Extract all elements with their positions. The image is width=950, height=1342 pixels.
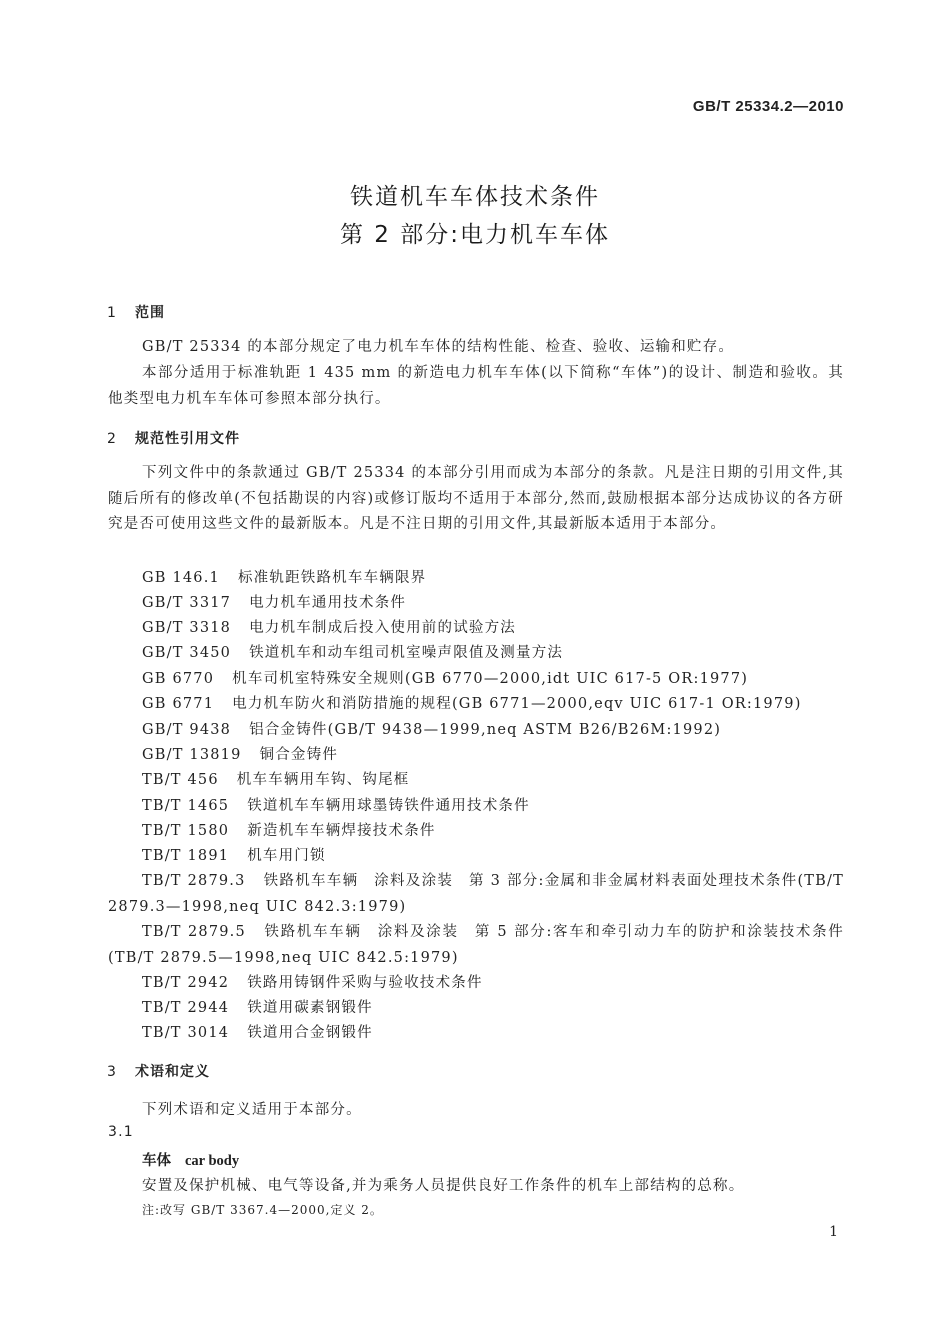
section-2-intro: 下列文件中的条款通过 GB/T 25334 的本部分引用而成为本部分的条款。凡是注日期的引用文件,其随后所有的修改单(不包括勘误的内容)或修订版均不适用于本部分,然而,鼓励根据本部分达成协议的各方研究是否可使用这些文件的最新版本。凡是不注日期的引用文件,其最新版本适用于本部分。 xyxy=(108,465,844,532)
term-definition: 安置及保护机械、电气等设备,并为乘务人员提供良好工作条件的机车上部结构的总称。 xyxy=(142,1178,745,1194)
reference-item xyxy=(142,566,426,587)
reference-item xyxy=(142,616,516,637)
section-title: 规范性引用文件 xyxy=(135,431,240,447)
reference-item xyxy=(142,667,748,688)
section-number: 2 xyxy=(107,431,117,447)
reference-title: 电力机车制成后投入使用前的试验方法 xyxy=(249,620,517,636)
reference-title: 新造机车车辆焊接技术条件 xyxy=(247,823,436,839)
reference-code: GB 6771 xyxy=(142,696,215,712)
reference-title: 铝合金铸件(GB/T 9438—1999,neq ASTM B26/B26M:1992) xyxy=(249,722,722,738)
reference-title: 机车用门锁 xyxy=(247,848,326,864)
section-title: 术语和定义 xyxy=(135,1064,210,1080)
reference-title: 机车车辆用车钩、钩尾框 xyxy=(236,772,410,788)
reference-item xyxy=(108,920,844,971)
reference-title: 铜合金铸件 xyxy=(259,747,339,763)
reference-title: 电力机车防火和消防措施的规程(GB 6771—2000,eqv UIC 617-1 OR:1979) xyxy=(232,696,802,712)
reference-title: 机车司机室特殊安全规则(GB 6770—2000,idt UIC 617-5 OR:1977) xyxy=(232,671,749,687)
reference-item xyxy=(142,971,483,992)
reference-item xyxy=(142,692,802,713)
reference-title: 铁路机车车辆 涂料及涂装 第 5 部分:客车和牵引动力车的防护和涂装技术条件(TB/T 2879.5—1998,neq UIC 842.5:1979) xyxy=(108,924,844,966)
subsection-number: 3.1 xyxy=(108,1124,134,1140)
reference-item xyxy=(142,718,721,739)
reference-code: TB/T 1465 xyxy=(142,798,230,814)
section-2-heading xyxy=(107,428,240,448)
term-entry xyxy=(142,1149,239,1170)
reference-title: 铁道机车和动车组司机室噪声限值及测量方法 xyxy=(249,645,564,661)
reference-code: GB/T 9438 xyxy=(142,722,232,738)
reference-code: TB/T 3014 xyxy=(142,1025,230,1041)
section-3-intro: 下列术语和定义适用于本部分。 xyxy=(142,1102,362,1118)
reference-title: 电力机车通用技术条件 xyxy=(249,595,407,611)
reference-item xyxy=(142,794,530,815)
reference-item xyxy=(142,1021,373,1042)
reference-code: GB/T 3317 xyxy=(142,595,232,611)
reference-title: 铁道用合金钢锻件 xyxy=(247,1025,373,1041)
reference-code: GB 146.1 xyxy=(142,570,220,586)
reference-item xyxy=(142,591,406,612)
reference-code: TB/T 1580 xyxy=(142,823,230,839)
reference-code: GB 6770 xyxy=(142,671,215,687)
section-1-paragraph-2: 本部分适用于标准轨距 1 435 mm 的新造电力机车车体(以下简称“车体”)的设计、制造和验收。其他类型电力机车车体可参照本部分执行。 xyxy=(108,365,844,407)
reference-code: TB/T 2879.5 xyxy=(142,924,246,940)
term-note: 注:改写 GB/T 3367.4—2000,定义 2。 xyxy=(142,1203,383,1217)
standard-number: GB/T 25334.2—2010 xyxy=(692,98,844,115)
reference-title: 标准轨距铁路机车车辆限界 xyxy=(237,570,427,586)
section-3-heading xyxy=(107,1061,210,1081)
page-number: 1 xyxy=(829,1224,838,1240)
reference-code: TB/T 1891 xyxy=(142,848,230,864)
reference-code: TB/T 456 xyxy=(142,772,219,788)
section-1-paragraph-1: GB/T 25334 的本部分规定了电力机车车体的结构性能、检查、验收、运输和贮存。 xyxy=(142,339,735,355)
document-subtitle: 第 2 部分:电力机车车体 xyxy=(339,222,610,248)
reference-code: TB/T 2879.3 xyxy=(142,873,246,889)
reference-code: GB/T 3318 xyxy=(142,620,232,636)
section-number: 3 xyxy=(107,1064,117,1080)
reference-title: 铁道用碳素钢锻件 xyxy=(247,1000,373,1016)
reference-item xyxy=(108,869,844,920)
section-number: 1 xyxy=(107,305,117,321)
reference-code: GB/T 3450 xyxy=(142,645,232,661)
section-title: 范围 xyxy=(135,305,165,321)
reference-code: TB/T 2942 xyxy=(142,975,230,991)
reference-item xyxy=(142,996,373,1017)
reference-code: TB/T 2944 xyxy=(142,1000,230,1016)
reference-item xyxy=(142,768,409,789)
section-1-heading xyxy=(107,302,165,322)
reference-title: 铁路用铸钢件采购与验收技术条件 xyxy=(247,975,483,991)
term-english: car body xyxy=(185,1153,240,1169)
document-title: 铁道机车车体技术条件 xyxy=(350,184,600,210)
reference-item xyxy=(142,743,338,764)
reference-code: GB/T 13819 xyxy=(142,747,242,763)
reference-title: 铁路机车车辆 涂料及涂装 第 3 部分:金属和非金属材料表面处理技术条件(TB/T 2879.3—1998,neq UIC 842.3:1979) xyxy=(108,873,844,915)
reference-item xyxy=(142,819,436,840)
reference-title: 铁道机车车辆用球墨铸铁件通用技术条件 xyxy=(247,798,530,814)
term-chinese: 车体 xyxy=(142,1153,171,1169)
reference-item xyxy=(142,641,563,662)
reference-item xyxy=(142,844,326,865)
